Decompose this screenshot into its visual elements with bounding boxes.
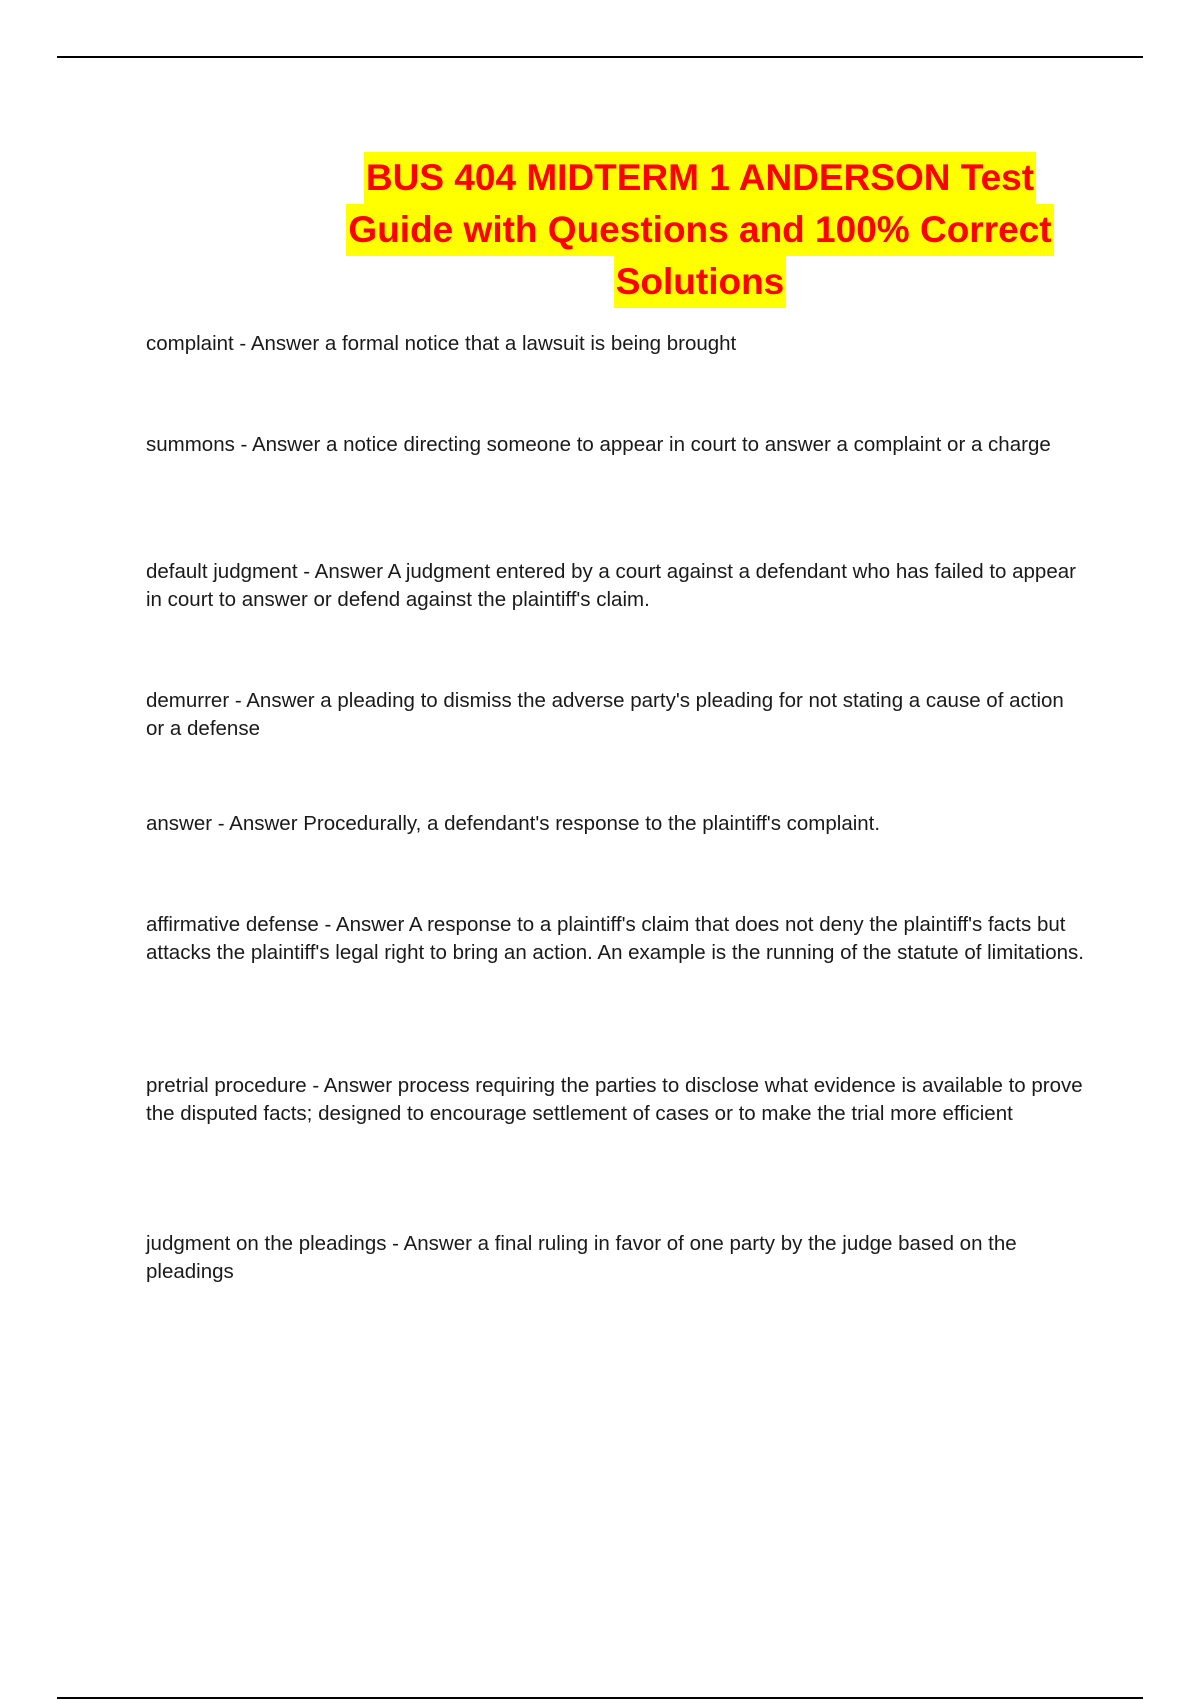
title-line-1: BUS 404 MIDTERM 1 ANDERSON Test [364,152,1036,204]
qa-entry-summons: summons - Answer a notice directing someone to appear in court to answer a complaint or a charge [146,433,1051,456]
qa-entry-demurrer: demurrer - Answer a pleading to dismiss the adverse party's pleading for not stating a cause of action or a defense [146,689,1064,740]
title-line-2: Guide with Questions and 100% Correct [346,204,1053,256]
qa-entry-complaint: complaint - Answer a formal notice that a lawsuit is being brought [146,332,737,355]
qa-entry-default-judgment: default judgment - Answer A judgment entered by a court against a defendant who has failed to appear in court to answer or defend against the plaintiff's claim. [146,560,1076,611]
document-title [320,152,1080,308]
title-line-3: Solutions [614,256,787,308]
qa-entry-affirmative-defense: affirmative defense - Answer A response to a plaintiff's claim that does not deny the plaintiff's facts but attacks the plaintiff's legal right to bring an action. An example is the running of the statute of limitations. [146,913,1084,964]
top-rule [57,56,1143,58]
qa-entry-pretrial-procedure: pretrial procedure - Answer process requiring the parties to disclose what evidence is available to prove the disputed facts; designed to encourage settlement of cases or to make the trial more efficient [146,1074,1083,1125]
bottom-rule [57,1697,1143,1699]
qa-entry-answer: answer - Answer Procedurally, a defendant's response to the plaintiff's complaint. [146,812,881,835]
qa-entry-judgment-on-the-pleadings: judgment on the pleadings - Answer a final ruling in favor of one party by the judge based on the pleadings [146,1232,1017,1283]
